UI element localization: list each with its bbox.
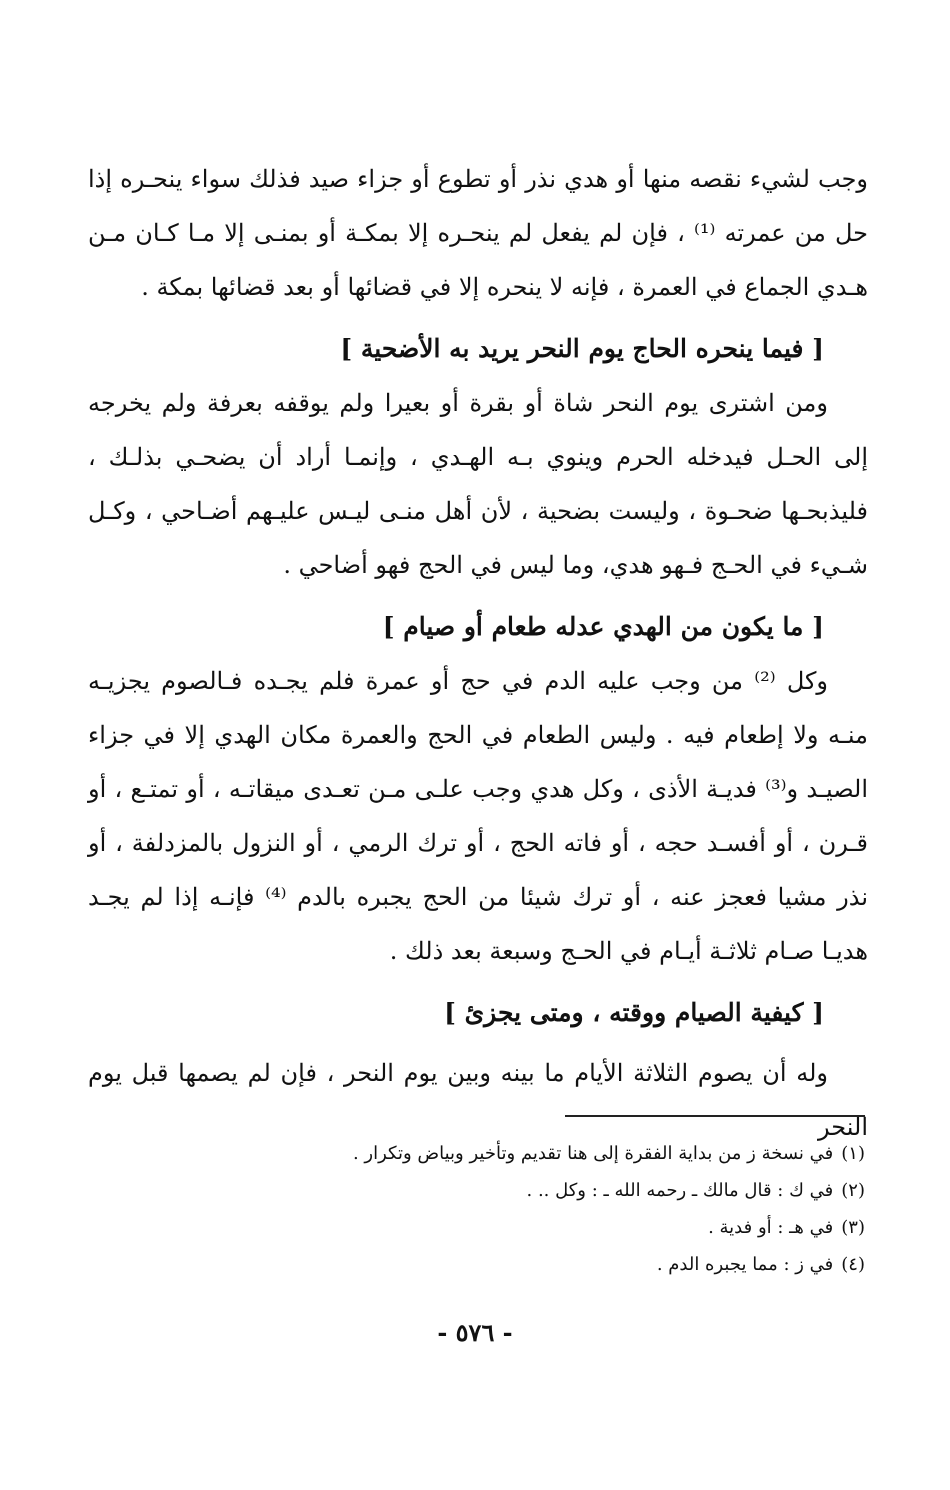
footnote-1 <box>88 1135 865 1172</box>
section-heading-sacrifice: [ فيما ينحره الحاج يوم النحر يريد به الأضحية ] <box>340 334 824 363</box>
section-heading-fasting-manner: [ كيفية الصيام ووقته ، ومتى يجزئ ] <box>444 998 824 1027</box>
main-text <box>88 152 868 1154</box>
footnote-number: (٢) <box>841 1180 865 1201</box>
footnote-text: في هـ : أو فدية . <box>708 1217 834 1238</box>
footnote-number: (١) <box>841 1143 865 1164</box>
page-number: - ٥٧٦ - <box>437 1318 513 1347</box>
paragraph-3: وكل ⁽²⁾ من وجب عليه الدم في حج أو عمرة فلم يجـده فـالصوم يجزيـه منـه ولا إطعام فيه . وليس الطعام في الحج والعمرة مكان الهدي إلا في جزاء الصيـد و⁽³⁾ فديـة الأذى ، وكل هدي وجب علـى مـن تعـدى ميقاتـه ، أو تمتـع ، أو قـرن ، أو أفسـد حجه ، أو فاته الحج ، أو ترك الرمي ، أو النزول بالمزدلفة ، أو نذر مشيا فعجز عنه ، أو ترك شيئا من الحج يجبره بالدم ⁽⁴⁾ فإنـه إذا لم يجـد هديـا صـام ثلاثـة أيـام في الحـج وسبعة بعد ذلك . <box>88 667 869 965</box>
paragraph-4: وله أن يصوم الثلاثة الأيام ما بينه وبين يوم النحر ، فإن لم يصمها قبل يوم النحر <box>88 1059 868 1141</box>
footnote-text: في ز : مما يجبره الدم . <box>656 1254 834 1275</box>
section-heading-food-or-fasting: [ ما يكون من الهدي عدله طعام أو صيام ] <box>382 612 824 641</box>
footnote-2 <box>88 1172 865 1209</box>
footnote-4 <box>88 1246 865 1283</box>
footnote-number: (٣) <box>841 1217 865 1238</box>
footnote-text: في نسخة ز من بداية الفقرة إلى هنا تقديم وتأخير وبياض وتكرار . <box>352 1143 834 1164</box>
footnote-3 <box>88 1209 865 1246</box>
footnote-divider <box>565 1115 865 1117</box>
paragraph-2: ومن اشترى يوم النحر شاة أو بقرة أو بعيرا ولم يوقفه بعرفة ولم يخرجه إلى الحـل فيدخله الحرم وينوي بـه الهـدي ، وإنمـا أراد أن يضحـي بذلـك ، فليذبحـها ضحـوة ، وليست بضحية ، لأن أهل منـى ليـس عليـهم أضـاحي ، وكـل شـيء في الحـج فـهو هدي، وما ليس في الحج فهو أضاحي . <box>88 389 868 579</box>
paragraph-1: وجب لشيء نقصه منها أو هدي نذر أو تطوع أو جزاء صيد فذلك سواء ينحـره إذا حل من عمرته ⁽¹⁾ ، فإن لم يفعل لم ينحـره إلا بمكـة أو بمنـى إلا مـا كـان مـن هـدي الجماع في العمرة ، فإنه لا ينحره إلا في قضائها أو بعد قضائها بمكة . <box>88 165 869 301</box>
footnote-text: في ك : قال مالك ـ رحمه الله ـ : وكل .. . <box>526 1180 834 1201</box>
footnote-number: (٤) <box>841 1254 865 1275</box>
footnotes <box>88 1135 865 1283</box>
